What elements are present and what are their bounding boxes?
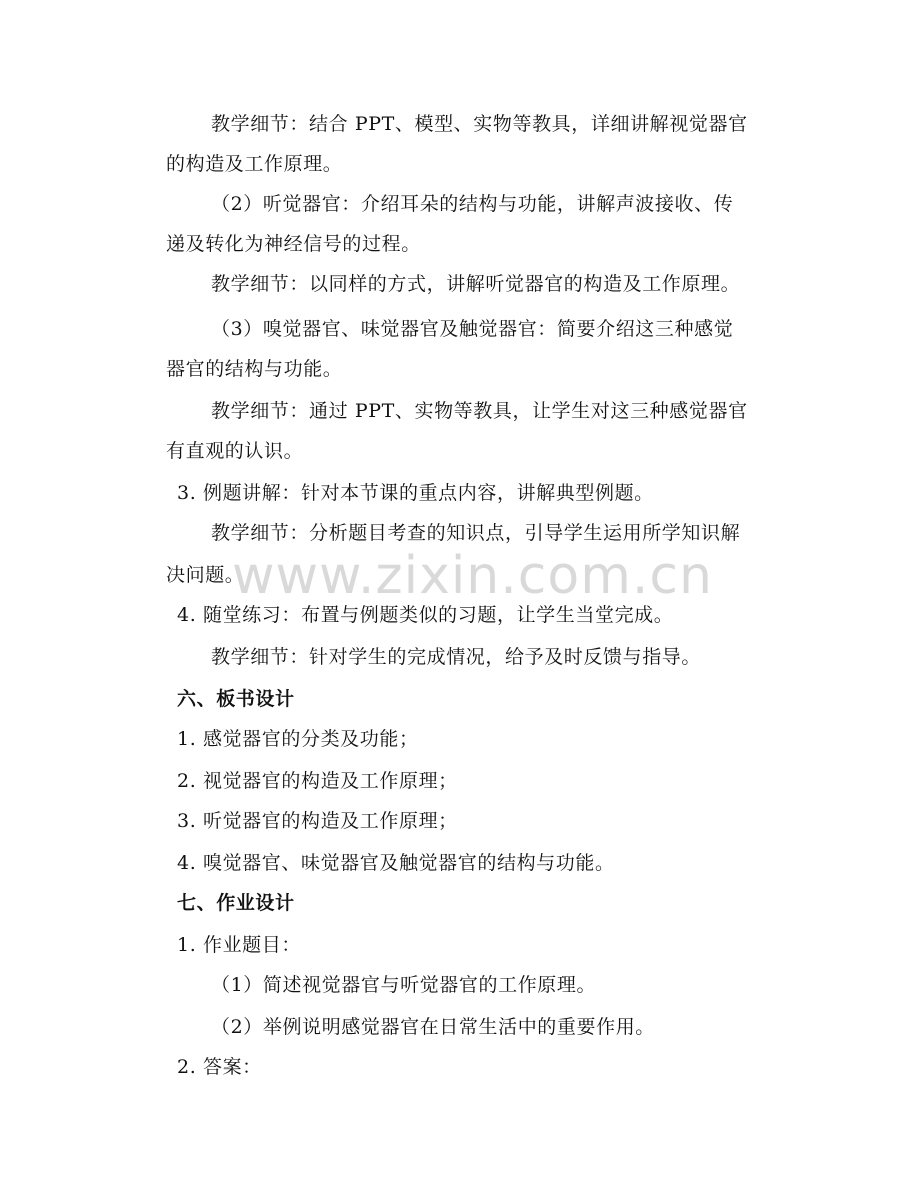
paragraph-line: 教学细节：结合 PPT、模型、实物等教具，详细讲解视觉器官 xyxy=(211,113,748,135)
list-item: 2. 答案： xyxy=(177,1056,262,1078)
paragraph-line: 教学细节：针对学生的完成情况，给予及时反馈与指导。 xyxy=(211,646,702,668)
paragraph-line: 递及转化为神经信号的过程。 xyxy=(166,233,421,255)
paragraph-line: （2）听觉器官：介绍耳朵的结构与功能，讲解声波接收、传 xyxy=(211,193,734,215)
paragraph-line: 有直观的认识。 xyxy=(166,440,304,462)
section-heading: 六、板书设计 xyxy=(177,688,295,710)
list-item: 4. 嗅觉器官、味觉器官及触觉器官的结构与功能。 xyxy=(177,852,615,874)
list-item: 3. 例题讲解：针对本节课的重点内容，讲解典型例题。 xyxy=(177,482,654,504)
list-item: 2. 视觉器官的构造及工作原理； xyxy=(177,770,458,792)
section-heading: 七、作业设计 xyxy=(177,892,295,914)
paragraph-line: 教学细节：通过 PPT、实物等教具，让学生对这三种感觉器官 xyxy=(211,400,748,422)
paragraph-line: 教学细节：以同样的方式，讲解听觉器官的构造及工作原理。 xyxy=(211,273,741,295)
paragraph-line: 决问题。 xyxy=(166,564,245,586)
list-item: 3. 听觉器官的构造及工作原理； xyxy=(177,810,458,832)
list-item: 1. 作业题目： xyxy=(177,934,301,956)
list-item: 1. 感觉器官的分类及功能； xyxy=(177,728,419,750)
sub-list-item: （1）简述视觉器官与听觉器官的工作原理。 xyxy=(211,974,597,996)
paragraph-line: 的构造及工作原理。 xyxy=(166,153,343,175)
sub-list-item: （2）举例说明感觉器官在日常生活中的重要作用。 xyxy=(211,1016,655,1038)
list-item: 4. 随堂练习：布置与例题类似的习题，让学生当堂完成。 xyxy=(177,604,674,626)
paragraph-line: 器官的结构与功能。 xyxy=(166,358,343,380)
paragraph-line: 教学细节：分析题目考查的知识点，引导学生运用所学知识解 xyxy=(211,522,741,544)
paragraph-line: （3）嗅觉器官、味觉器官及触觉器官：简要介绍这三种感觉 xyxy=(211,318,734,340)
watermark-text: www.zixin.com.cn xyxy=(232,546,713,606)
